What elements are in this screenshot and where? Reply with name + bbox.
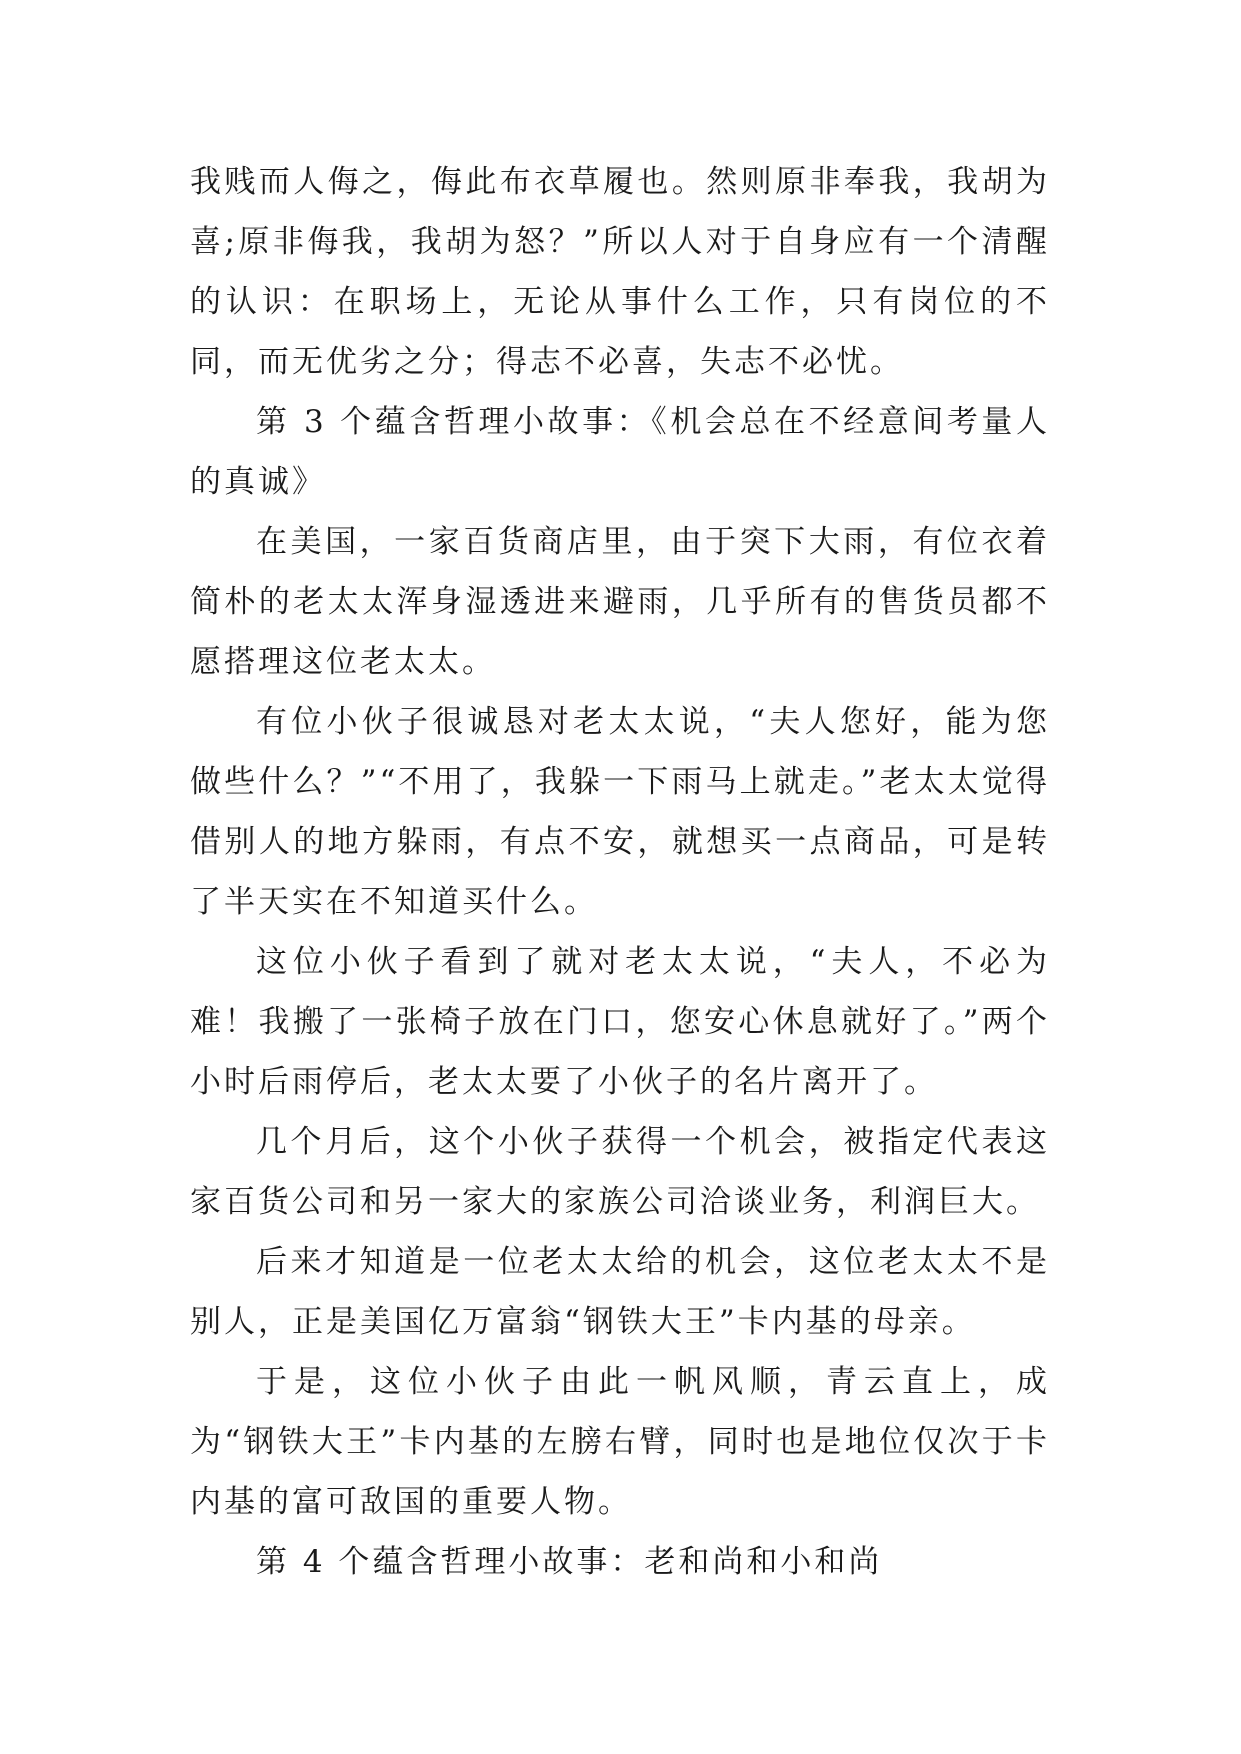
paragraph-8: 于是，这位小伙子由此一帆风顺，青云直上，成为“钢铁大王”卡内基的左膀右臂，同时也是地位仅次于卡内基的富可敌国的重要人物。 [190,1364,1050,1520]
paragraph-7: 后来才知道是一位老太太给的机会，这位老太太不是别人，正是美国亿万富翁“钢铁大王”卡内基的母亲。 [190,1244,1050,1340]
paragraph-5: 这位小伙子看到了就对老太太说，“夫人，不必为难！我搬了一张椅子放在门口，您安心休息就好了。”两个小时后雨停后，老太太要了小伙子的名片离开了。 [190,944,1050,1100]
paragraph-4: 有位小伙子很诚恳对老太太说，“夫人您好，能为您做些什么？”“不用了，我躲一下雨马上就走。”老太太觉得借别人的地方躲雨，有点不安，就想买一点商品，可是转了半天实在不知道买什么。 [190,704,1050,920]
story-3-heading: 第 3 个蕴含哲理小故事：《机会总在不经意间考量人的真诚》 [190,404,1050,500]
story-4-heading: 第 4 个蕴含哲理小故事：老和尚和小和尚 [256,1544,883,1580]
paragraph-3: 在美国，一家百货商店里，由于突下大雨，有位衣着简朴的老太太浑身湿透进来避雨，几乎所有的售货员都不愿搭理这位老太太。 [190,524,1050,680]
document-page [190,152,1050,1592]
paragraph-1: 我贱而人侮之，侮此布衣草履也。然则原非奉我，我胡为喜;原非侮我，我胡为怒？”所以人对于自身应有一个清醒的认识：在职场上，无论从事什么工作，只有岗位的不同，而无优劣之分；得志不必喜，失志不必忧。 [190,164,1050,380]
paragraph-6: 几个月后，这个小伙子获得一个机会，被指定代表这家百货公司和另一家大的家族公司洽谈业务，利润巨大。 [190,1124,1050,1220]
